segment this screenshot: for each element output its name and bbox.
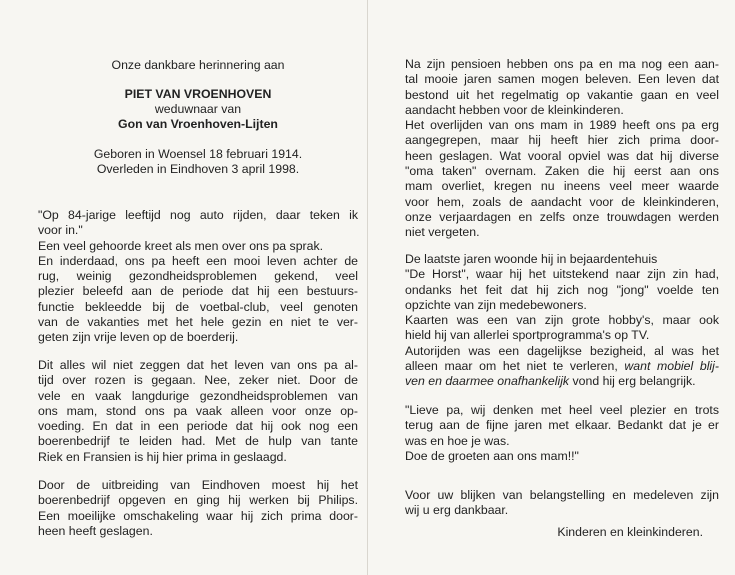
intro-line: Onze dankbare herinnering aan [111, 58, 285, 72]
italic-span: ven en daarmee onafhankelijk [405, 374, 570, 389]
text-line: En inderdaad, ons pa heeft een mooi leven achter de [38, 253, 358, 268]
text-line [405, 359, 719, 374]
widower-line: weduwnaar van [154, 102, 242, 116]
text-line [405, 374, 719, 389]
text-line: Een moeilijke omschakeling waar hij zich prima door- [38, 508, 358, 523]
text-line: terug aan de fijne jaren met elkaar. Bedankt dat je er [405, 418, 719, 433]
right-paragraph-1 [405, 57, 719, 241]
right-paragraph-4 [405, 488, 719, 519]
fold-line [367, 0, 368, 575]
signature: Kinderen en kleinkinderen. [557, 525, 703, 539]
text-line: Het overlijden van ons mam in 1989 heeft ons pa erg [405, 118, 719, 133]
paragraph-3 [38, 478, 358, 539]
text-line: onze verjaardagen en zelfs onze trouwdagen werden [405, 209, 719, 224]
text-line: "Lieve pa, wij denken met heel veel plezier en trots [405, 403, 719, 417]
text-line: Riek en Fransien is hij hier prima in geslaagd. [38, 449, 287, 464]
text-line: boerenbedrijf opgeven en ging hij werken bij Philips. [38, 493, 358, 508]
text-line: tal mooie jaren samen mogen beleven. Een leven dat [405, 72, 719, 87]
text-span: vond hij erg belangrijk. [572, 374, 696, 389]
text-line: ons mam, stond ons pa vaak alleen voor onze op- [38, 403, 358, 418]
text-line: Doe de groeten aan ons mam!!" [405, 448, 579, 463]
text-line: hield hij van allerlei sportprogramma's op TV. [405, 328, 650, 343]
paragraph-2 [38, 358, 358, 465]
right-paragraph-3 [405, 403, 719, 464]
text-line: "Op 84-jarige leeftijd nog auto rijden, daar teken ik [38, 208, 358, 222]
text-line: vele en vaak langdurige gezondheidsproblemen van [38, 388, 358, 403]
text-line: geten zijn vrije leven op de boerderij. [38, 330, 239, 345]
text-line: was en hoe je was. [405, 433, 510, 448]
text-line: Autorijden was een dagelijkse bezigheid, al was het [405, 343, 719, 358]
italic-span: want mobiel blij- [624, 359, 719, 374]
text-line: Dit alles wil niet zeggen dat het leven van ons pa al- [38, 358, 358, 372]
text-line: heen heeft geslagen. [38, 523, 153, 538]
text-line: bestond uit het regelmatig op vakantie gaan en veel [405, 87, 719, 102]
text-line: heen geslagen. Wat vooral opviel was dat hij diverse [405, 148, 719, 163]
death-line: Overleden in Eindhoven 3 april 1998. [96, 162, 300, 176]
text-line: Door de uitbreiding van Eindhoven moest hij het [38, 478, 358, 492]
text-line: niet vergeten. [405, 225, 480, 240]
text-span: alleen maar om het niet te verleren, [405, 359, 618, 374]
text-line: "De Horst", waar hij het uitstekend naar zijn zin had, [405, 267, 719, 282]
text-line: voeding. En dat in een periode dat hij ook nog een [38, 419, 358, 434]
text-line: rug, weinig gezondheidsproblemen gekend, veel [38, 269, 358, 284]
deceased-name: PIET VAN VROENHOVEN [124, 87, 272, 101]
text-line: ondanks het feit dat hij zich nog "jong" voelde ten [405, 282, 719, 297]
text-line: Een veel gehoorde kreet als men over ons pa sprak. [38, 238, 324, 253]
text-line: boerenbedrijf te leiden had. Met de hulp van tante [38, 434, 358, 449]
text-line: Voor uw blijken van belangstelling en medeleven zijn [405, 488, 719, 502]
text-line: functie bekleedde bij de voetbal-club, veel genoten [38, 299, 358, 314]
text-line: aandacht hebben voor de kleinkinderen. [405, 102, 624, 117]
text-line: Na zijn pensioen hebben ons pa en ma nog een aan- [405, 57, 719, 71]
text-line: tijd over rozen is gegaan. Nee, zeker niet. Door de [38, 373, 358, 388]
text-line: plezier beleefd aan de periode dat hij een bestuurs- [38, 284, 358, 299]
text-line: "oma taken" overnam. Zaken die hij eerst aan ons [405, 164, 719, 179]
text-line: De laatste jaren woonde hij in bejaardentehuis [405, 252, 658, 266]
text-line: aangegrepen, maar hij heeft hier zich prima door- [405, 133, 719, 148]
text-line: opzichte van zijn medebewoners. [405, 297, 587, 312]
text-line: voor hem, zoals de aandacht voor de kleinkinderen, [405, 194, 719, 209]
text-line: van de vakanties met het hele gezin en niet te ver- [38, 315, 358, 330]
text-line: voor in." [38, 223, 83, 238]
birth-line: Geboren in Woensel 18 februari 1914. [93, 147, 303, 161]
spouse-name: Gon van Vroenhoven-Lijten [118, 117, 278, 131]
text-line: wij u erg dankbaar. [405, 503, 509, 518]
paragraph-1 [38, 208, 358, 346]
right-paragraph-2 [405, 252, 719, 390]
text-line: mam overliet, kregen nu ineens veel meer waarde [405, 179, 719, 194]
text-line: Kaarten was een van zijn grote hobby's, maar ook [405, 313, 719, 328]
